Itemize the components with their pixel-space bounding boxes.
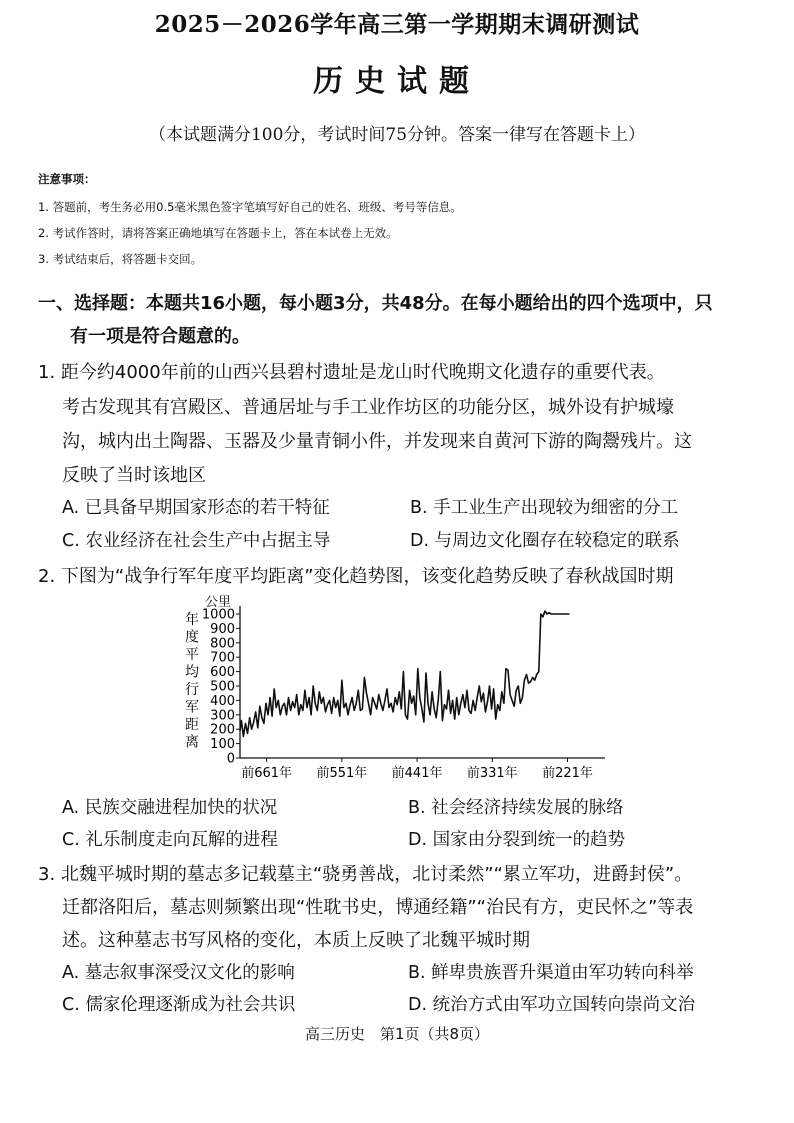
subject-title: 历史试题 (313, 64, 481, 99)
y-tick-label: 800 (210, 636, 235, 652)
question-1-option-b[interactable]: B. 手工业生产出现较为细密的分工 (410, 498, 679, 518)
exam-title: 2025－2026学年高三第一学期期末调研测试 (154, 11, 640, 38)
question-2-option-c[interactable]: C. 礼乐制度走向瓦解的进程 (62, 830, 278, 850)
question-3-line: 迁都洛阳后，墓志则频繁出现“性耽书史，博通经籍”“治民有方，吏民怀之”等表 (62, 897, 694, 918)
question-1-line: 反映了当时该地区 (62, 465, 206, 486)
y-axis-label-char: 平 (185, 647, 199, 663)
y-tick-label: 100 (210, 737, 235, 753)
question-2-line: 2. 下图为“战争行军年度平均距离”变化趋势图，该变化趋势反映了春秋战国时期 (38, 566, 674, 587)
y-tick-label: 300 (210, 708, 235, 724)
y-axis-label-char: 行 (185, 682, 199, 698)
x-tick-label: 前441年 (391, 766, 443, 781)
question-2-option-a[interactable]: A. 民族交融进程加快的状况 (62, 798, 278, 818)
exam-instructions: （本试题满分100分，考试时间75分钟。答案一律写在答题卡上） (148, 125, 646, 145)
y-tick-label: 600 (210, 665, 235, 681)
march-distance-chart (175, 592, 615, 787)
question-1-option-d[interactable]: D. 与周边文化圈存在较稳定的联系 (410, 531, 680, 551)
y-tick-label: 1000 (201, 607, 235, 623)
question-1-line: 考古发现其有宫殿区、普通居址与手工业作坊区的功能分区，城外设有护城壕 (62, 397, 674, 418)
question-3-option-c[interactable]: C. 儒家伦理逐渐成为社会共识 (62, 995, 296, 1015)
page-footer: 高三历史 第1页（共8页） (304, 1025, 490, 1043)
question-1-option-c[interactable]: C. 农业经济在社会生产中占据主导 (62, 531, 331, 551)
y-tick-label: 700 (210, 650, 235, 666)
question-1-line: 沟，城内出土陶器、玉器及少量青铜小件，并发现来自黄河下游的陶鬶残片。这 (62, 431, 692, 452)
section-heading-line1: 一、选择题：本题共16小题，每小题3分，共48分。在每小题给出的四个选项中，只 (38, 293, 713, 314)
notice-item: 2. 考试作答时，请将答案正确地填写在答题卡上，答在本试卷上无效。 (38, 226, 398, 240)
y-tick-label: 200 (210, 722, 235, 738)
question-1-line: 1. 距今约4000年前的山西兴县碧村遗址是龙山时代晚期文化遗存的重要代表。 (38, 362, 665, 383)
x-tick-label: 前221年 (542, 766, 593, 781)
y-axis-label-char: 离 (185, 734, 199, 751)
notice-item: 3. 考试结束后，将答题卡交回。 (38, 252, 203, 266)
question-1-option-a[interactable]: A. 已具备早期国家形态的若干特征 (62, 498, 330, 518)
x-tick-label: 前661年 (241, 766, 293, 781)
question-3-line: 述。这种墓志书写风格的变化，本质上反映了北魏平城时期 (62, 930, 530, 951)
notice-heading: 注意事项： (38, 172, 96, 186)
y-tick-label: 500 (210, 679, 235, 695)
question-2-option-d[interactable]: D. 国家由分裂到统一的趋势 (408, 830, 626, 850)
x-tick-label: 前331年 (466, 766, 518, 781)
y-tick-label: 0 (226, 751, 235, 767)
question-3-option-b[interactable]: B. 鲜卑贵族晋升渠道由军功转向科举 (408, 963, 694, 983)
notice-item: 1. 答题前，考生务必用0.5毫米黑色签字笔填写好自己的姓名、班级、考号等信息。 (38, 200, 462, 214)
x-tick-label: 前551年 (316, 766, 368, 781)
y-tick-label: 900 (210, 621, 235, 637)
question-3-option-a[interactable]: A. 墓志叙事深受汉文化的影响 (62, 963, 295, 983)
y-axis-unit: 公里 (205, 595, 232, 610)
y-axis-label-char: 军 (185, 699, 199, 716)
y-axis-label-char: 度 (185, 629, 199, 646)
y-axis-label-char: 均 (185, 664, 199, 681)
question-3-line: 3. 北魏平城时期的墓志多记载墓主“骁勇善战，北讨柔然”“累立军功，进爵封侯”。 (38, 864, 693, 885)
question-3-option-d[interactable]: D. 统治方式由军功立国转向崇尚文治 (408, 995, 696, 1015)
series-line (240, 611, 570, 736)
y-axis-label-char: 距 (185, 717, 199, 733)
section-heading-line2: 有一项是符合题意的。 (70, 326, 250, 347)
y-axis-label-char: 年 (185, 612, 199, 628)
y-tick-label: 400 (210, 693, 235, 709)
question-2-option-b[interactable]: B. 社会经济持续发展的脉络 (408, 798, 624, 818)
